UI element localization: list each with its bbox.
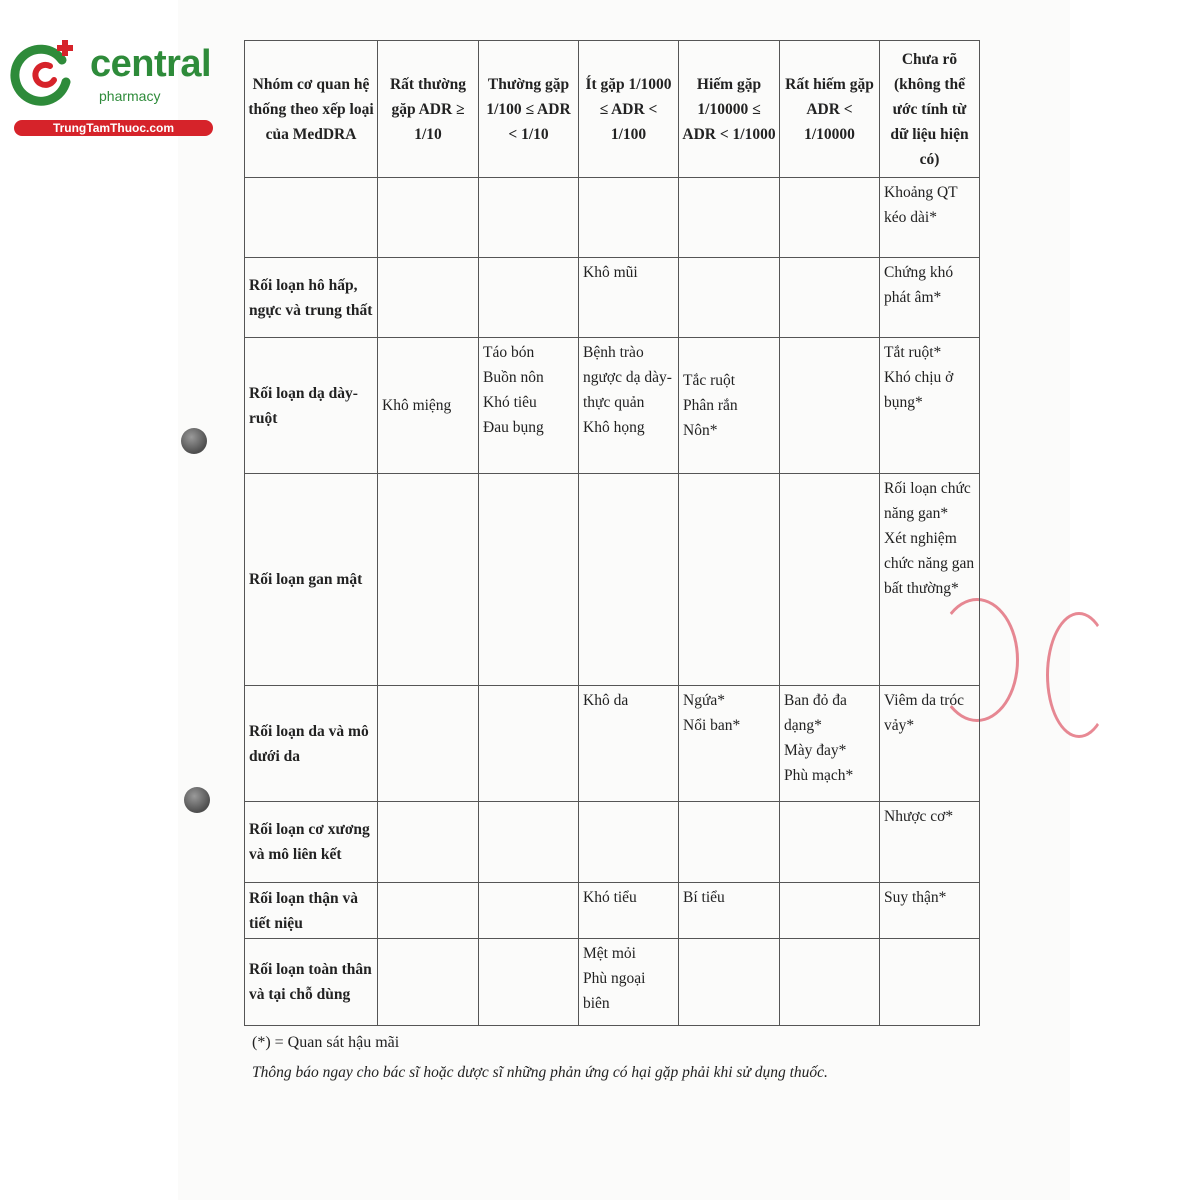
- uncommon-cell: [579, 802, 679, 883]
- common-cell: [479, 802, 579, 883]
- table-row: [245, 883, 980, 939]
- uncommon-cell: [579, 178, 679, 258]
- adr-item: Suy thận*: [884, 889, 947, 906]
- rare-cell: [679, 802, 780, 883]
- header-cell: Rất thường gặp ADR ≥ 1/10: [378, 41, 479, 178]
- common-cell: [479, 178, 579, 258]
- adr-item: Chứng khó phát âm*: [884, 264, 954, 306]
- adr-item: Khô miệng: [382, 397, 452, 414]
- unknown-frequency-cell: [880, 802, 980, 883]
- table-row: [245, 178, 980, 258]
- adr-table: [244, 40, 980, 1026]
- uncommon-cell: [579, 686, 679, 802]
- very-rare-cell: [780, 474, 880, 686]
- very-common-cell: [378, 338, 479, 474]
- table-row: [245, 258, 980, 338]
- adr-item: Buồn nôn: [483, 369, 544, 386]
- adr-item: Đau bụng: [483, 419, 544, 436]
- very-rare-cell: [780, 883, 880, 939]
- very-rare-cell: [780, 178, 880, 258]
- table-row: [245, 474, 980, 686]
- organ-group-cell: Rối loạn hô hấp, ngực và trung thất: [245, 258, 378, 338]
- table-row: [245, 686, 980, 802]
- adr-item: Mệt mỏi: [583, 945, 636, 962]
- adr-item: Khó chịu ở bụng*: [884, 369, 954, 411]
- very-rare-cell: [780, 258, 880, 338]
- header-cell: Ít gặp 1/1000 ≤ ADR < 1/100: [579, 41, 679, 178]
- adr-item: Khoảng QT kéo dài*: [884, 184, 958, 226]
- very-rare-cell: [780, 338, 880, 474]
- adr-item: Ban đỏ đa dạng*: [784, 692, 847, 734]
- adr-item: Khó tiêu: [483, 394, 537, 411]
- header-cell: Hiếm gặp 1/10000 ≤ ADR < 1/1000: [679, 41, 780, 178]
- unknown-frequency-cell: [880, 474, 980, 686]
- uncommon-cell: [579, 939, 679, 1026]
- adr-item: Phân rắn: [683, 397, 738, 414]
- punch-hole-icon: [181, 428, 207, 454]
- common-cell: [479, 883, 579, 939]
- rare-cell: [679, 686, 780, 802]
- table-row: [245, 338, 980, 474]
- organ-group-cell: Rối loạn toàn thân và tại chỗ dùng: [245, 939, 378, 1026]
- uncommon-cell: [579, 258, 679, 338]
- table-header-row: [245, 41, 980, 178]
- adr-item: Khô mũi: [583, 264, 638, 281]
- logo-site-badge: TrungTamThuoc.com: [14, 120, 213, 136]
- adr-item: Bí tiểu: [683, 889, 725, 906]
- organ-group-cell: Rối loạn cơ xương và mô liên kết: [245, 802, 378, 883]
- stamp-seal-icon: [1046, 612, 1112, 738]
- header-cell: Nhóm cơ quan hệ thống theo xếp loại của MedDRA: [245, 41, 378, 178]
- footnote: (*) = Quan sát hậu mãi: [252, 1034, 400, 1051]
- header-cell: Thường gặp 1/100 ≤ ADR < 1/10: [479, 41, 579, 178]
- logo-mark-icon: [10, 36, 82, 108]
- unknown-frequency-cell: [880, 883, 980, 939]
- uncommon-cell: [579, 883, 679, 939]
- common-cell: [479, 686, 579, 802]
- header-cell: Rất hiếm gặp ADR < 1/10000: [780, 41, 880, 178]
- adr-item: Bệnh trào ngược dạ dày-thực quản: [583, 344, 672, 411]
- notice-text: Thông báo ngay cho bác sĩ hoặc dược sĩ những phản ứng có hại gặp phải khi sử dụng thuốc.: [252, 1064, 828, 1081]
- common-cell: [479, 258, 579, 338]
- adr-item: Khô họng: [583, 419, 645, 436]
- common-cell: [479, 939, 579, 1026]
- very-common-cell: [378, 883, 479, 939]
- rare-cell: [679, 338, 780, 474]
- central-pharmacy-logo[interactable]: [10, 36, 215, 136]
- adr-item: Tắt ruột*: [884, 344, 942, 361]
- unknown-frequency-cell: [880, 338, 980, 474]
- logo-subtitle: pharmacy: [99, 88, 161, 104]
- adr-item: Mày đay*: [784, 742, 847, 759]
- very-common-cell: [378, 178, 479, 258]
- header-cell: Chưa rõ (không thể ước tính từ dữ liệu hiện có): [880, 41, 980, 178]
- unknown-frequency-cell: [880, 686, 980, 802]
- logo-wordmark: central: [90, 43, 212, 85]
- rare-cell: [679, 258, 780, 338]
- common-cell: [479, 474, 579, 686]
- adr-item: Nôn*: [683, 422, 718, 439]
- punch-hole-icon: [184, 787, 210, 813]
- adr-item: Khó tiểu: [583, 889, 637, 906]
- very-common-cell: [378, 686, 479, 802]
- very-common-cell: [378, 258, 479, 338]
- adr-item: Tắc ruột: [683, 372, 736, 389]
- table-row: [245, 939, 980, 1026]
- adr-item: Nổi ban*: [683, 717, 741, 734]
- very-rare-cell: [780, 939, 880, 1026]
- uncommon-cell: [579, 338, 679, 474]
- rare-cell: [679, 883, 780, 939]
- unknown-frequency-cell: [880, 178, 980, 258]
- rare-cell: [679, 178, 780, 258]
- organ-group-cell: Rối loạn da và mô dưới da: [245, 686, 378, 802]
- unknown-frequency-cell: [880, 258, 980, 338]
- very-rare-cell: [780, 686, 880, 802]
- unknown-frequency-cell: [880, 939, 980, 1026]
- adr-item: Viêm da tróc vảy*: [884, 692, 964, 734]
- rare-cell: [679, 474, 780, 686]
- very-common-cell: [378, 939, 479, 1026]
- table-row: [245, 802, 980, 883]
- adr-item: Phù mạch*: [784, 767, 854, 784]
- organ-group-cell: Rối loạn thận và tiết niệu: [245, 883, 378, 939]
- very-common-cell: [378, 474, 479, 686]
- very-common-cell: [378, 802, 479, 883]
- adr-item: Ngứa*: [683, 692, 725, 709]
- organ-group-cell: [245, 178, 378, 258]
- common-cell: [479, 338, 579, 474]
- table-body: [245, 178, 980, 1026]
- organ-group-cell: Rối loạn gan mật: [245, 474, 378, 686]
- adr-item: Rối loạn chức năng gan*: [884, 480, 971, 522]
- adr-item: Nhược cơ*: [884, 808, 954, 825]
- adr-item: Xét nghiệm chức năng gan bất thường*: [884, 530, 975, 597]
- rare-cell: [679, 939, 780, 1026]
- very-rare-cell: [780, 802, 880, 883]
- adr-item: Táo bón: [483, 344, 535, 361]
- adr-item: Phù ngoại biên: [583, 970, 646, 1012]
- adr-item: Khô da: [583, 692, 629, 709]
- uncommon-cell: [579, 474, 679, 686]
- organ-group-cell: Rối loạn dạ dày-ruột: [245, 338, 378, 474]
